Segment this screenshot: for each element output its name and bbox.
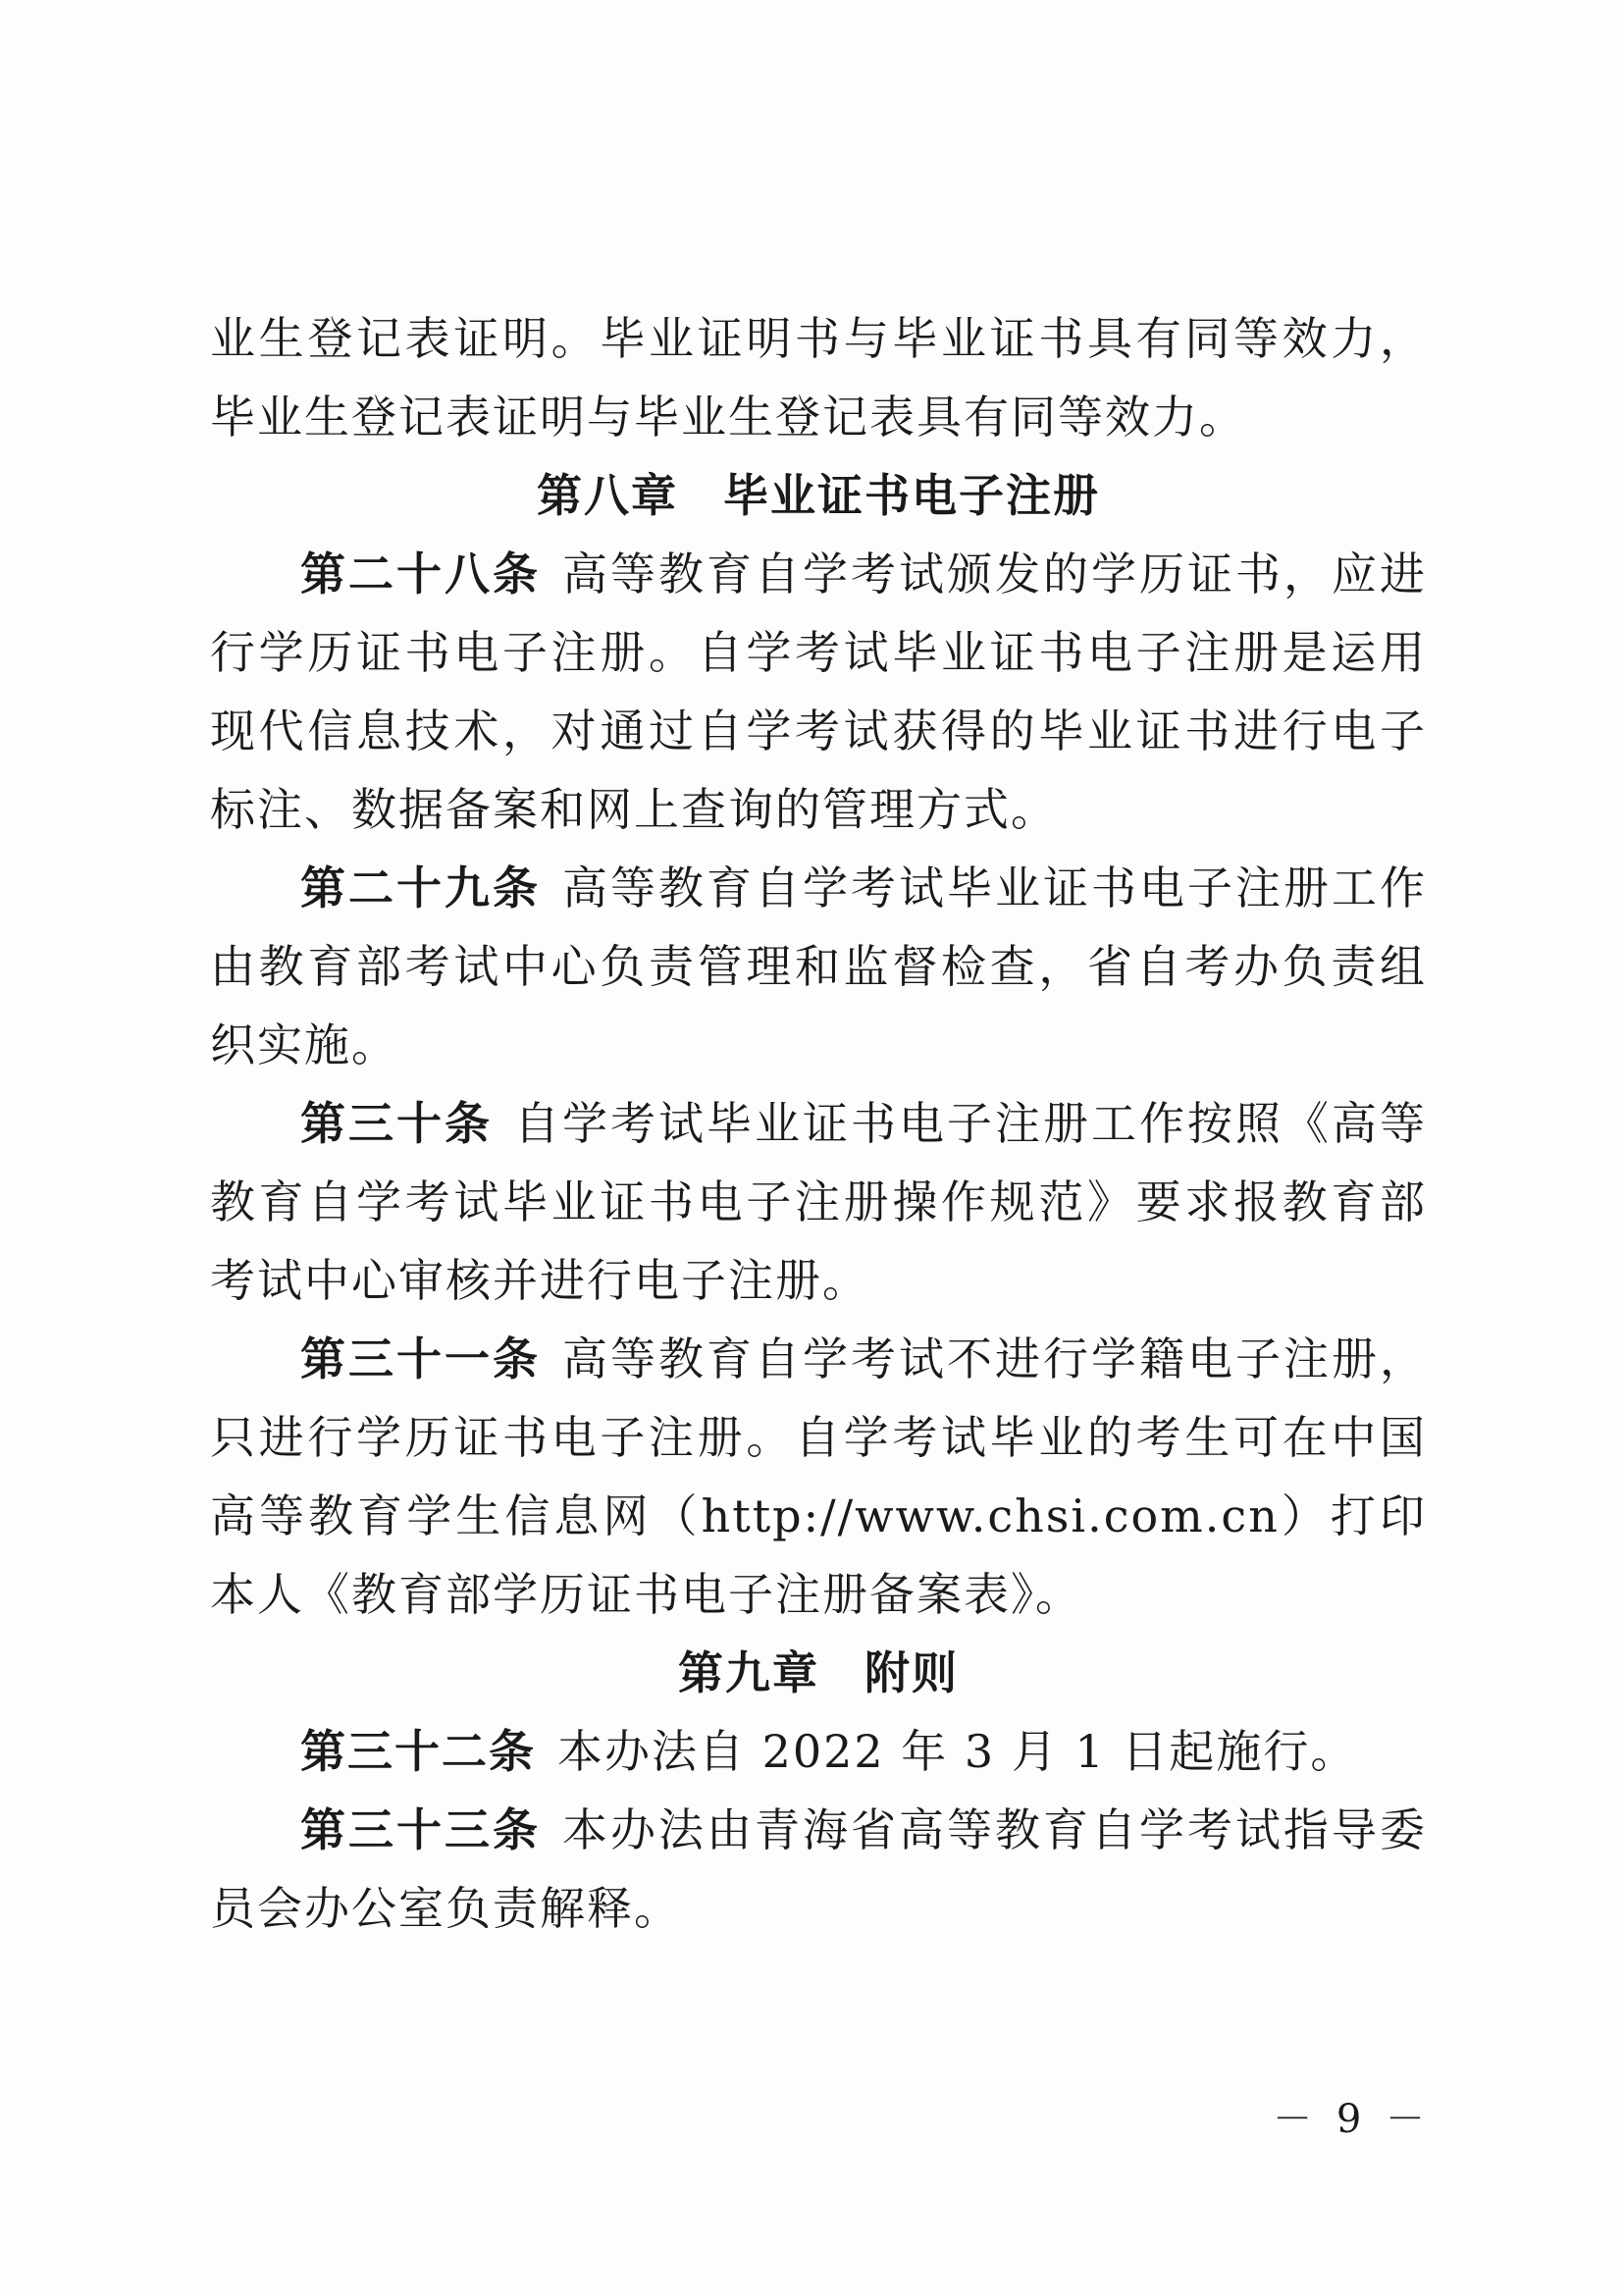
article-28-text: 高等教育自学考试颁发的学历证书，应进行学历证书电子注册。自学考试毕业证书电子注册是运用现代信息技术，对通过自学考试获得的毕业证书进行电子标注、数据备案和网上查询的管理方式。	[210, 548, 1427, 836]
chapter-9-title: 附则	[864, 1646, 959, 1699]
article-32	[210, 1712, 1427, 1791]
article-28	[210, 535, 1427, 849]
article-33-text: 本办法由青海省高等教育自学考试指导委员会办公室负责解释。	[210, 1803, 1427, 1935]
article-33-number: 第三十三条	[300, 1803, 541, 1856]
intro-paragraph: 业生登记表证明。毕业证明书与毕业证书具有同等效力，毕业生登记表证明与毕业生登记表具有同等效力。	[210, 312, 1427, 444]
article-29-text: 高等教育自学考试毕业证书电子注册工作由教育部考试中心负责管理和监督检查，省自考办负责组织实施。	[210, 861, 1427, 1071]
article-33	[210, 1791, 1427, 1948]
chapter-8-title: 毕业证书电子注册	[723, 469, 1100, 522]
document-body	[210, 299, 1427, 1948]
article-30	[210, 1084, 1427, 1320]
chapter-9-number: 第九章	[678, 1646, 819, 1699]
article-29	[210, 849, 1427, 1084]
article-31-text: 高等教育自学考试不进行学籍电子注册，只进行学历证书电子注册。自学考试毕业的考生可在中国高等教育学生信息网（http://www.chsi.com.cn）打印本人《教育部学历证书电子注册备案表》。	[210, 1332, 1427, 1621]
article-28-number: 第二十八条	[300, 548, 541, 600]
article-32-number: 第三十二条	[300, 1725, 536, 1778]
article-31-number: 第三十一条	[300, 1332, 541, 1385]
article-30-text: 自学考试毕业证书电子注册工作按照《高等教育自学考试毕业证书电子注册操作规范》要求报教育部考试中心审核并进行电子注册。	[210, 1097, 1427, 1307]
chapter-8-heading	[210, 456, 1427, 535]
article-32-text: 本办法自 2022 年 3 月 1 日起施行。	[557, 1725, 1358, 1778]
chapter-8-number: 第八章	[537, 469, 678, 522]
article-30-number: 第三十条	[300, 1097, 493, 1150]
chapter-9-heading	[210, 1634, 1427, 1712]
page-number: － 9 －	[1273, 2097, 1431, 2142]
article-29-number: 第二十九条	[300, 861, 541, 914]
article-31	[210, 1320, 1427, 1634]
